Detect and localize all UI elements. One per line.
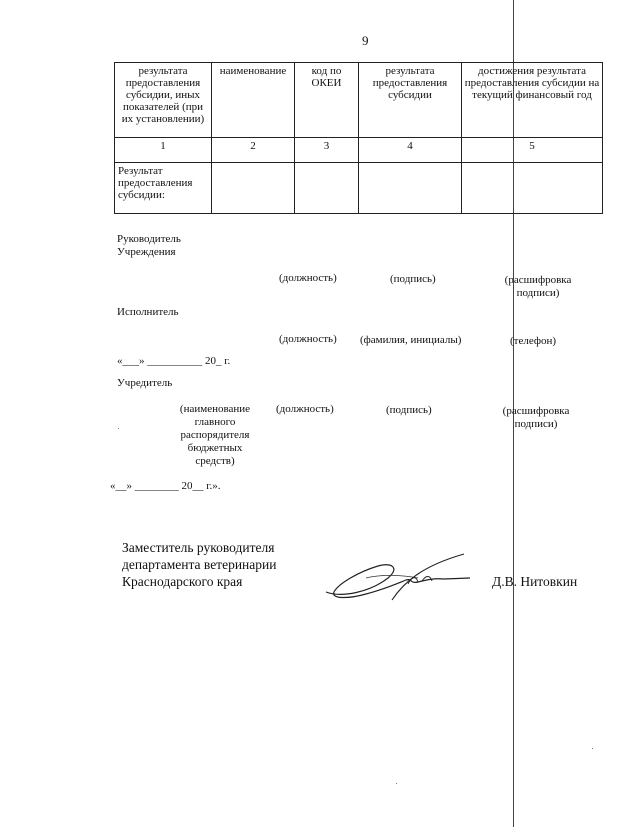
column-number: 2 (212, 138, 295, 163)
table-header-cell: код по ОКЕИ (295, 63, 359, 138)
table-cell (359, 163, 462, 214)
table-cell (212, 163, 295, 214)
signer-title-line1: Заместитель руководителя (122, 540, 275, 555)
executor-phone-caption: (телефон) (510, 335, 557, 347)
founder-transcript-caption: (расшифровка подписи) (502, 405, 570, 430)
founder-signature-caption: (подпись) (386, 404, 432, 416)
signer-name: Д.В. Нитовкин (492, 574, 578, 589)
table-header-cell: достижения результата предоставления субсидии на текущий финансовый год (462, 63, 603, 138)
head-label (117, 233, 181, 259)
head-signature-caption: (подпись) (390, 273, 436, 285)
table-header-cell: наименование (212, 63, 295, 138)
founder-manager-caption: (наименование главного распорядителя бюджетных средств) (179, 403, 251, 467)
column-number: 1 (115, 138, 212, 163)
executor-label: Исполнитель (117, 306, 179, 318)
table-header-cell: результата предоставления субсидии, иных показателей (при их установлении) (115, 63, 212, 138)
handwritten-signature (322, 548, 472, 606)
executor-position-caption: (должность) (279, 333, 337, 345)
date-line: «___» __________ 20_ г. (117, 355, 231, 367)
table-row (115, 163, 603, 214)
founder-position-caption: (должность) (276, 403, 334, 415)
scan-speck (118, 428, 119, 429)
founder-label: Учредитель (117, 377, 173, 389)
column-number: 5 (462, 138, 603, 163)
head-transcript-caption: (расшифровка подписи) (504, 274, 572, 299)
signer-title-line3: Краснодарского края (122, 574, 243, 589)
page-number: 9 (362, 33, 369, 48)
signer-title (122, 539, 276, 590)
scan-speck (592, 748, 593, 749)
head-label-line1: Руководитель (117, 233, 181, 245)
row-label: Результат предоставления субсидии: (115, 163, 212, 214)
column-number: 4 (359, 138, 462, 163)
executor-name-caption: (фамилия, инициалы) (360, 334, 462, 346)
table-header-cell: результата предоставления субсидии (359, 63, 462, 138)
scan-speck (396, 783, 397, 784)
head-position-caption: (должность) (279, 272, 337, 284)
signer-title-line2: департамента ветеринарии (122, 557, 277, 572)
results-table (114, 62, 603, 214)
table-cell (295, 163, 359, 214)
table-cell (462, 163, 603, 214)
head-label-line2: Учреждения (117, 246, 176, 258)
table-number-row (115, 138, 603, 163)
column-number: 3 (295, 138, 359, 163)
date-line: «__» ________ 20__ г.». (110, 480, 221, 492)
table-header-row (115, 63, 603, 138)
